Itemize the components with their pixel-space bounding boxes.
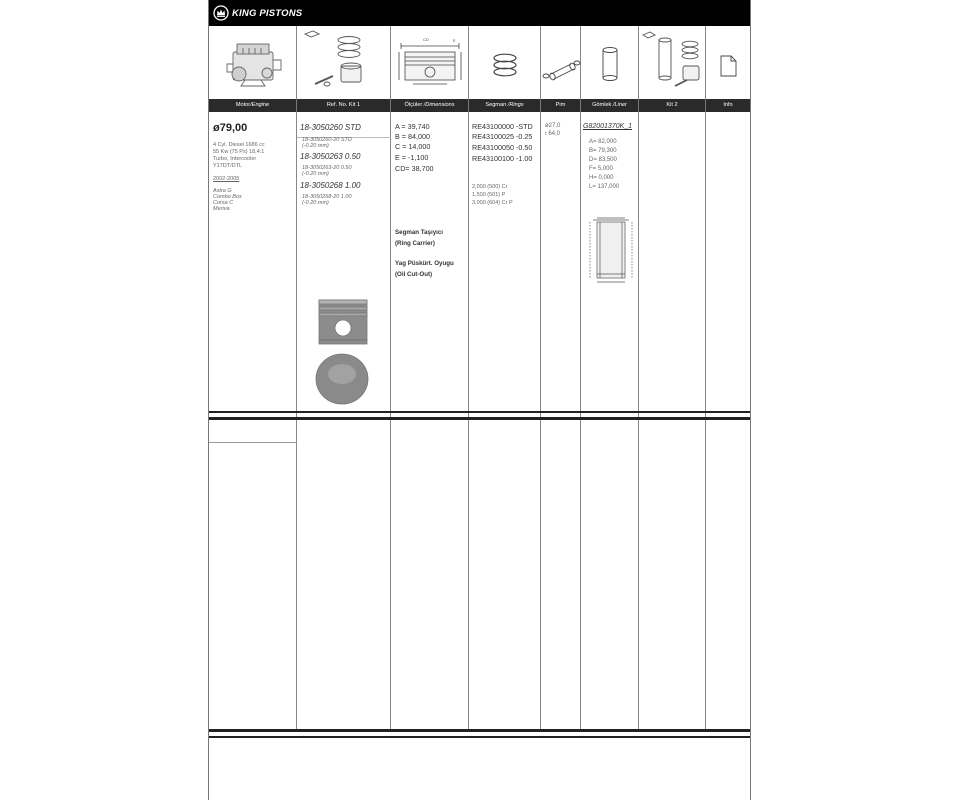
vehicle-model: Meriva — [213, 206, 230, 212]
ring-code: RE43100000 -STD — [472, 122, 533, 131]
engine-block-icon — [209, 26, 297, 99]
kit1-image-cell — [297, 26, 391, 99]
dimension-value: A = 39,740 — [395, 122, 430, 131]
column-header-info: Info — [723, 102, 733, 108]
kit1-ref: 18-3050263 0.50 — [300, 152, 361, 161]
liner-value: H= 0,000 — [589, 175, 614, 181]
catalog-sheet — [208, 0, 751, 800]
column-header-rings: Segman /Rings — [469, 99, 541, 112]
dimension-value: C = 14,000 — [395, 142, 431, 151]
ring-carrier-label: Segman Taşıyıcı — [395, 229, 444, 236]
ring-code: RE43100100 -1.00 — [472, 154, 533, 163]
column-header-kit1: Ref. No. Kit 1 — [297, 99, 391, 112]
kit1-subref: 18-3050263-20 0.50 — [302, 165, 352, 171]
liner-value: A= 82,000 — [589, 139, 617, 145]
engine-spec-line: 55 Kw (75 Ps) 18,4:1 — [213, 149, 265, 155]
kit1-subref: 18-3050268-20 1.00 — [302, 194, 352, 200]
brand-name: KING PISTONS — [232, 7, 303, 19]
cylinder-liner-icon — [581, 26, 639, 99]
column-header-engine: Motor/Engine — [209, 99, 297, 112]
grid-line — [296, 112, 297, 729]
info-image-cell — [706, 26, 750, 99]
grid-line — [468, 112, 469, 729]
vehicle-model: Astra G — [213, 188, 232, 194]
kit1-subref-note: (-0.20 mm) — [302, 171, 329, 177]
cell-divider — [209, 442, 297, 443]
engine-years: 2002-2005 — [213, 176, 240, 182]
ring-code: RE43100025 -0.25 — [472, 132, 533, 141]
ring-code: RE43100050 -0.50 — [472, 143, 533, 152]
oil-cutout-label: Yag Püskürt. Oyugu — [395, 260, 454, 267]
engine-bore: ø79,00 — [213, 122, 248, 134]
row-separator — [209, 417, 750, 420]
liner-code: G82001370K_1 — [583, 123, 633, 130]
liner-cross-section-drawing — [587, 216, 635, 286]
brand-logo — [213, 4, 302, 22]
dimension-value: CD= 38,700 — [395, 164, 434, 173]
ring-spec: 3,000 (604) Cr P — [472, 200, 513, 206]
ring-carrier-label-en: (Ring Carrier) — [395, 240, 435, 247]
piston-top-view-image — [313, 352, 371, 406]
rings-image-cell — [469, 26, 541, 99]
complete-kit-icon — [639, 26, 706, 99]
liner-value: B= 79,300 — [589, 148, 617, 154]
crown-logo-icon — [213, 5, 229, 21]
column-header-pin: Pim — [541, 99, 581, 112]
liner-value: F= 5,000 — [589, 166, 613, 172]
kit1-ref: 18-3050268 1.00 — [300, 181, 361, 190]
kit1-subref-note: (-0.20 mm) — [302, 200, 329, 206]
dimension-value: B = 84,000 — [395, 132, 430, 141]
row-separator — [209, 411, 750, 413]
pin-diameter: ø27,0 — [545, 123, 561, 129]
kit1-ref: 18-3050260 STD — [300, 123, 361, 132]
top-bar — [209, 0, 750, 26]
grid-line — [638, 112, 639, 729]
column-header-liner: Gömlek /Liner — [581, 99, 639, 112]
pin-length: ı 64,0 — [545, 131, 561, 137]
dimensions-image-cell — [391, 26, 469, 99]
engine-spec-line: Y17DT/DTL — [213, 163, 243, 169]
row-separator — [209, 729, 750, 732]
dimension-value: E = -1,100 — [395, 153, 429, 162]
liner-value: L= 137,000 — [589, 184, 620, 190]
liner-image-cell — [581, 26, 639, 99]
column-header-bar — [209, 99, 750, 112]
engine-image-cell — [209, 26, 297, 99]
piston-pin-icon — [541, 26, 581, 99]
column-header-dimensions: Ölçüler /Dimensions — [391, 99, 469, 112]
vehicle-model: Combo Box — [213, 194, 242, 200]
piston-dimension-drawing-icon — [391, 26, 469, 99]
ring-spec: 1,500 (501) P — [472, 192, 506, 198]
engine-spec-line: Turbo, Intercooler — [213, 156, 257, 162]
piston-kit-icon — [297, 26, 391, 99]
grid-line — [580, 112, 581, 729]
grid-line — [540, 112, 541, 729]
svg-text:CD: CD — [423, 37, 429, 42]
kit1-subref: 18-3050260-20 STD — [302, 137, 352, 143]
vehicle-model: Corsa C — [213, 200, 234, 206]
engine-spec-line: 4 Cyl. Diesel 1686 cc — [213, 142, 265, 148]
liner-value: D= 83,500 — [589, 157, 617, 163]
piston-rings-icon — [469, 26, 541, 99]
oil-cutout-label-en: (Oil Cut-Out) — [395, 271, 433, 278]
pin-image-cell — [541, 26, 581, 99]
grid-line — [390, 112, 391, 729]
kit1-subref-note: (-0.20 mm) — [302, 143, 329, 149]
ring-spec: 2,000 (500) Cr — [472, 184, 508, 190]
document-icon — [706, 26, 750, 99]
column-header-kit2: Kit 2 — [639, 99, 706, 112]
kit2-image-cell — [639, 26, 706, 99]
svg-text:E: E — [453, 38, 456, 43]
grid-line — [705, 112, 706, 729]
row-separator — [209, 736, 750, 738]
piston-side-view-image — [315, 296, 371, 348]
